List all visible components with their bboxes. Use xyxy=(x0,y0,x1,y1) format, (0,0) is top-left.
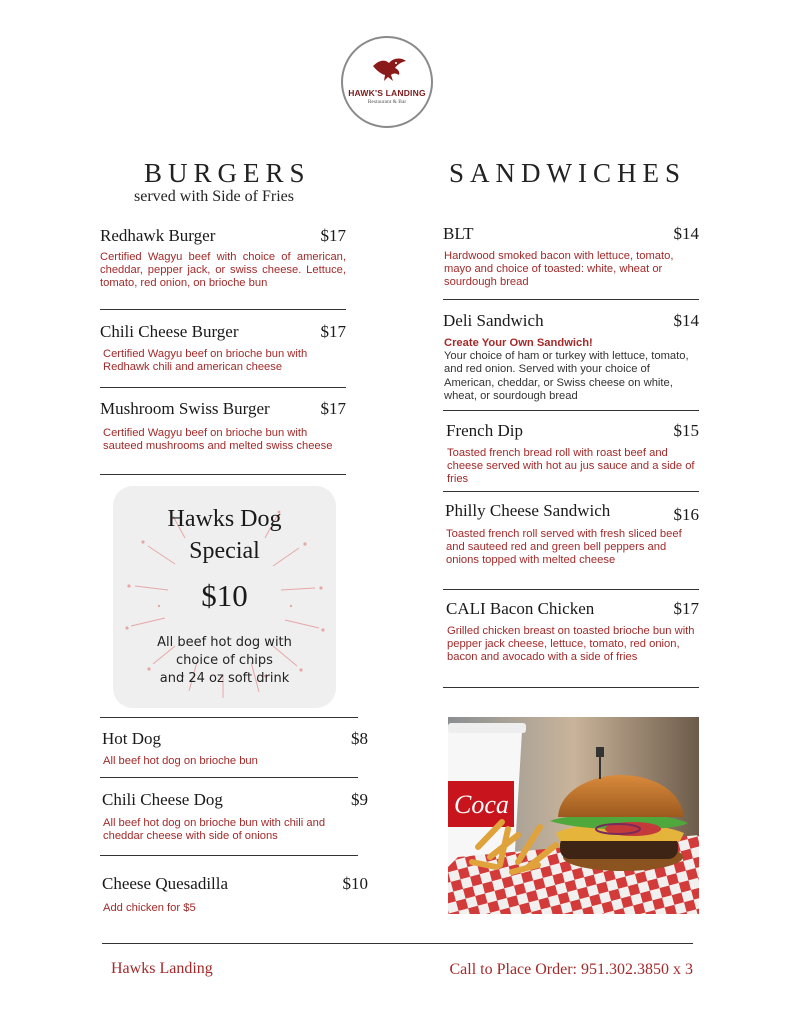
restaurant-logo xyxy=(341,36,433,128)
item-name: BLT xyxy=(443,224,474,243)
hawks-dog-special-card xyxy=(113,486,336,708)
special-desc-line1: All beef hot dog with xyxy=(157,635,292,650)
divider xyxy=(100,777,358,778)
item-price: $10 xyxy=(342,874,368,893)
divider xyxy=(100,855,358,856)
logo-subtitle: Restaurant & Bar xyxy=(367,99,407,105)
logo-name: HAWK'S LANDING xyxy=(348,88,426,98)
divider xyxy=(100,387,346,388)
sandwiches-title: SANDWICHES xyxy=(449,158,687,188)
item-name: CALI Bacon Chicken xyxy=(446,599,595,618)
item-price: $9 xyxy=(351,790,368,809)
burger-photo xyxy=(448,717,699,914)
footer-divider xyxy=(102,943,693,944)
item-price: $14 xyxy=(673,224,699,243)
divider xyxy=(443,589,699,590)
menu-item-french-dip xyxy=(446,421,699,487)
item-name: Redhawk Burger xyxy=(100,226,216,245)
special-desc-line3: and 24 oz soft drink xyxy=(159,671,290,686)
footer-order-phone: Call to Place Order: 951.302.3850 x 3 xyxy=(449,961,693,978)
divider xyxy=(443,491,699,492)
special-desc-line2: choice of chips xyxy=(176,653,273,668)
item-description: Grilled chicken breast on toasted brioche bun with pepper jack cheese, lettuce, tomato, red onion, bacon and avocado with a side of fries xyxy=(447,625,695,664)
item-description: Certified Wagyu beef on brioche bun with Redhawk chili and american cheese xyxy=(103,348,308,374)
item-price: $8 xyxy=(351,729,368,748)
item-price: $17 xyxy=(673,599,699,618)
menu-item-redhawk-burger xyxy=(100,226,348,306)
hawk-icon xyxy=(371,56,407,84)
divider xyxy=(443,299,699,300)
item-name: Philly Cheese Sandwich xyxy=(445,501,611,520)
footer-restaurant-name: Hawks Landing xyxy=(111,960,213,977)
item-description: Add chicken for $5 xyxy=(103,902,196,914)
menu-item-cali-bacon-chicken xyxy=(446,599,699,681)
item-description: Your choice of ham or turkey with lettuce, tomato, and red onion. Served with your choice of American, cheddar, or Swiss cheese on white, wheat, or sourdough bread xyxy=(444,350,689,402)
item-name: Cheese Quesadilla xyxy=(102,874,229,893)
burgers-subtitle: served with Side of Fries xyxy=(134,188,294,205)
item-description: Toasted french roll served with fresh sliced beef and sauteed red and green bell peppers and onions topped with melted cheese xyxy=(446,528,682,567)
menu-item-philly-cheese-sandwich xyxy=(445,501,699,581)
item-name: Mushroom Swiss Burger xyxy=(100,399,270,418)
item-description: All beef hot dog on brioche bun xyxy=(103,755,258,767)
special-title-line1: Hawks Dog xyxy=(167,506,282,532)
menu-item-mushroom-swiss-burger xyxy=(100,399,348,469)
item-description: All beef hot dog on brioche bun with chili and cheddar cheese with side of onions xyxy=(103,817,326,843)
item-description: Certified Wagyu beef with choice of american, cheddar, pepper jack, or swiss cheese. Lettuce, tomato, red onion, on brioche bun xyxy=(100,251,346,290)
cup-logo: Coca xyxy=(454,790,509,819)
item-description: Certified Wagyu beef on brioche bun with sauteed mushrooms and melted swiss cheese xyxy=(103,427,333,453)
item-price: $17 xyxy=(320,399,346,418)
special-price: $10 xyxy=(201,578,248,613)
item-description: Toasted french bread roll with roast beef and cheese served with hot au jus sauce and a side of fries xyxy=(447,447,695,486)
divider xyxy=(443,687,699,688)
burgers-title: BURGERS xyxy=(144,158,311,188)
item-name: Deli Sandwich xyxy=(443,311,544,330)
menu-item-hot-dog xyxy=(102,729,370,773)
item-price: $17 xyxy=(320,226,346,245)
divider xyxy=(443,410,699,411)
item-name: Chili Cheese Burger xyxy=(100,322,239,341)
menu-item-chili-cheese-dog xyxy=(102,790,370,846)
divider xyxy=(100,309,346,310)
item-description: Hardwood smoked bacon with lettuce, tomato, mayo and choice of toasted: white, wheat or sourdough bread xyxy=(444,250,674,289)
menu-item-deli-sandwich xyxy=(443,311,699,407)
item-price: $15 xyxy=(673,421,699,440)
item-price: $16 xyxy=(673,505,699,524)
item-highlight: Create Your Own Sandwich! xyxy=(444,337,593,349)
item-name: Chili Cheese Dog xyxy=(102,790,223,809)
item-description-block xyxy=(444,337,700,403)
item-name: French Dip xyxy=(446,421,523,440)
item-price: $14 xyxy=(673,311,699,330)
divider xyxy=(100,474,346,475)
divider xyxy=(100,717,358,718)
item-name: Hot Dog xyxy=(102,729,162,748)
item-price: $17 xyxy=(320,322,346,341)
menu-item-chili-cheese-burger xyxy=(100,322,348,382)
menu-item-blt xyxy=(443,224,699,294)
special-title-line2: Special xyxy=(189,538,260,564)
menu-item-cheese-quesadilla xyxy=(102,874,370,918)
